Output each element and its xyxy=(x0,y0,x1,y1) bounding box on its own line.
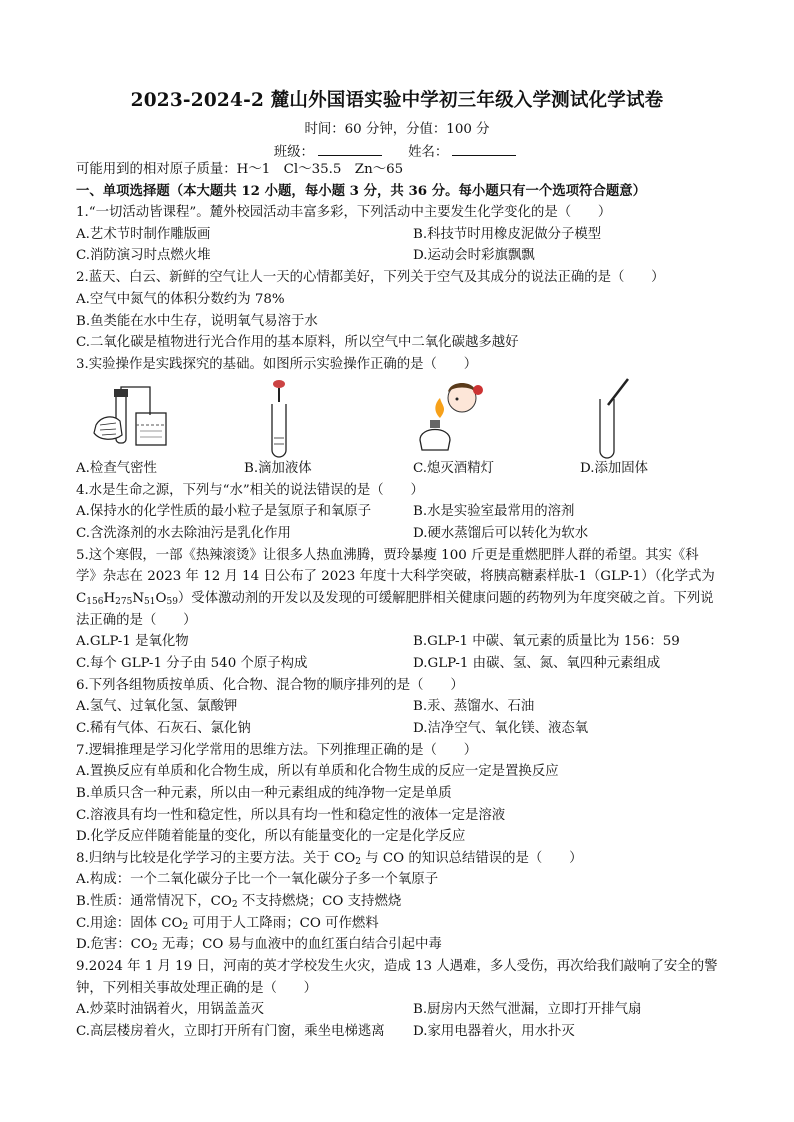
q4-stem: 4.水是生命之源，下列与“水”相关的说法错误的是（ ） xyxy=(76,483,424,498)
q8-b-post: 不支持燃烧；CO 支持燃烧 xyxy=(237,894,402,909)
figure-adding-solid xyxy=(588,375,638,460)
q9-line2: 钟，下列相关事故处理正确的是（ ） xyxy=(76,981,318,996)
q7-option-c: C.溶液具有均一性和稳定性，所以具有均一性和稳定性的液体一定是溶液 xyxy=(76,808,506,823)
q3-option-d: D.添加固体 xyxy=(580,461,649,476)
formula-o-sub: 59 xyxy=(166,597,178,607)
q8-d-post: 无毒；CO 易与血液中的血红蛋白结合引起中毒 xyxy=(157,937,442,952)
q3-option-b: B.滴加液体 xyxy=(244,461,312,476)
q6-stem: 6.下列各组物质按单质、化合物、混合物的顺序排列的是（ ） xyxy=(76,678,464,693)
q5-option-a: A.GLP-1 是氧化物 xyxy=(76,634,189,649)
q7-option-d: D.化学反应伴随着能量的变化，所以有能量变化的一定是化学反应 xyxy=(76,829,466,844)
q8-option-b xyxy=(76,892,401,915)
figure-alcohol-lamp xyxy=(410,380,490,460)
q8-option-d xyxy=(76,935,442,958)
atomic-masses: 可能用到的相对原子质量：H～1 Cl～35.5 Zn～65 xyxy=(76,162,404,177)
q8-b-sub: 2 xyxy=(231,900,238,910)
q8-stem-sub: 2 xyxy=(355,857,362,867)
q1-option-c: C.消防演习时点燃火堆 xyxy=(76,248,211,263)
q3-option-a: A.检查气密性 xyxy=(76,461,157,476)
q1-option-a: A.艺术节时制作雕版画 xyxy=(76,227,211,242)
figure-dropping-liquid xyxy=(260,380,300,460)
q8-stem xyxy=(76,849,754,872)
exam-info: 时间：60 分钟，分值：100 分 xyxy=(304,122,490,137)
q6-option-b: B.汞、蒸馏水、石油 xyxy=(413,699,535,714)
q5-option-b: B.GLP-1 中碳、氧元素的质量比为 156：59 xyxy=(413,634,680,649)
q9-option-c: C.高层楼房着火，立即打开所有门窗，乘坐电梯逃离 xyxy=(76,1024,385,1039)
q8-option-c xyxy=(76,914,379,937)
q8-c-sub: 2 xyxy=(182,922,189,932)
q1-stem: 1.“一切活动皆课程”。麓外校园活动丰富多彩，下列活动中主要发生化学变化的是（ ） xyxy=(76,205,612,220)
q7-option-a: A.置换反应有单质和化合物生成，所以有单质和化合物生成的反应一定是置换反应 xyxy=(76,764,559,779)
q8-d-sub: 2 xyxy=(151,943,158,953)
class-blank xyxy=(318,143,382,156)
q8-c-post: 可用于人工降雨；CO 可作燃料 xyxy=(188,916,379,931)
q8-b-pre: B.性质：通常情况下，CO xyxy=(76,894,232,909)
q5-line1: 5.这个寒假，一部《热辣滚烫》让很多人热血沸腾，贾玲暴瘦 100 斤更是重燃肥胖人群的希望。其实《科 xyxy=(76,548,699,563)
student-fields xyxy=(0,141,794,160)
q8-stem-pre: 8.归纳与比较是化学学习的主要方法。关于 CO xyxy=(76,851,356,866)
class-label: 班级： xyxy=(273,145,314,160)
q5-option-d: D.GLP-1 由碳、氢、氮、氧四种元素组成 xyxy=(413,656,661,671)
q6-option-c: C.稀有气体、石灰石、氯化钠 xyxy=(76,721,251,736)
q1-option-b: B.科技节时用橡皮泥做分子模型 xyxy=(413,227,602,242)
q8-option-a: A.构成：一个二氧化碳分子比一个一氧化碳分子多一个氧原子 xyxy=(76,872,439,887)
q9-line1: 9.2024 年 1 月 19 日，河南的英才学校发生火灾，造成 13 人遇难，多人受伤，再次给我们敲响了安全的警 xyxy=(76,959,718,974)
q5-line2: 学》杂志在 2023 年 12 月 14 日公布了 2023 年度十大科学突破，将胰高糖素样肽-1（GLP-1）（化学式为 xyxy=(76,569,715,584)
q9-option-b: B.厨房内天然气泄漏，立即打开排气扇 xyxy=(413,1002,642,1017)
q8-stem-post: 与 CO 的知识总结错误的是（ ） xyxy=(361,851,583,866)
formula-c: C xyxy=(76,591,87,606)
q4-option-c: C.含洗涤剂的水去除油污是乳化作用 xyxy=(76,526,291,541)
q5-line3-rest: ）受体激动剂的开发以及发现的可缓解肥胖相关健康问题的药物列为年度突破之首。下列说 xyxy=(177,591,714,606)
q2-option-b: B.鱼类能在水中生存，说明氧气易溶于水 xyxy=(76,314,318,329)
formula-h: H xyxy=(103,591,116,606)
q8-d-pre: D.危害：CO xyxy=(76,937,152,952)
formula-n: N xyxy=(132,591,145,606)
q5-line4: 法正确的是（ ） xyxy=(76,613,197,628)
formula-h-sub: 275 xyxy=(115,597,133,607)
q5-line3 xyxy=(76,589,754,612)
name-label: 姓名： xyxy=(408,145,449,160)
formula-c-sub: 156 xyxy=(86,597,104,607)
q8-c-pre: C.用途：固体 CO xyxy=(76,916,183,931)
q7-option-b: B.单质只含一种元素，所以由一种元素组成的纯净物一定是单质 xyxy=(76,786,452,801)
q6-option-d: D.洁净空气、氧化镁、液态氧 xyxy=(413,721,589,736)
q2-option-c: C.二氧化碳是植物进行光合作用的基本原料，所以空气中二氧化碳越多越好 xyxy=(76,335,519,350)
formula-o: O xyxy=(155,591,167,606)
q4-option-a: A.保持水的化学性质的最小粒子是氢原子和氧原子 xyxy=(76,504,372,519)
q2-stem: 2.蓝天、白云、新鲜的空气让人一天的心情都美好，下列关于空气及其成分的说法正确的是（ ） xyxy=(76,270,665,285)
q9-option-a: A.炒菜时油锅着火，用锅盖盖灭 xyxy=(76,1002,265,1017)
page-title: 2023-2024-2 麓山外国语实验中学初三年级入学测试化学试卷 xyxy=(130,90,664,111)
q7-stem: 7.逻辑推理是学习化学常用的思维方法。下列推理正确的是（ ） xyxy=(76,743,478,758)
q2-option-a: A.空气中氮气的体积分数约为 78% xyxy=(76,292,285,307)
q6-option-a: A.氢气、过氧化氢、氯酸钾 xyxy=(76,699,238,714)
q4-option-d: D.硬水蒸馏后可以转化为软水 xyxy=(413,526,589,541)
q4-option-b: B.水是实验室最常用的溶剂 xyxy=(413,504,575,519)
name-blank xyxy=(452,143,516,156)
section-heading: 一、单项选择题（本大题共 12 小题，每小题 3 分，共 36 分。每小题只有一个选项符合题意） xyxy=(76,183,647,199)
q5-option-c: C.每个 GLP-1 分子由 540 个原子构成 xyxy=(76,656,308,671)
q3-option-c: C.熄灭酒精灯 xyxy=(413,461,494,476)
q1-option-d: D.运动会时彩旗飘飘 xyxy=(413,248,535,263)
figure-airtightness-check xyxy=(88,385,178,457)
formula-n-sub: 51 xyxy=(144,597,156,607)
q3-stem: 3.实验操作是实践探究的基础。如图所示实验操作正确的是（ ） xyxy=(76,357,478,372)
q9-option-d: D.家用电器着火，用水扑灭 xyxy=(413,1024,575,1039)
